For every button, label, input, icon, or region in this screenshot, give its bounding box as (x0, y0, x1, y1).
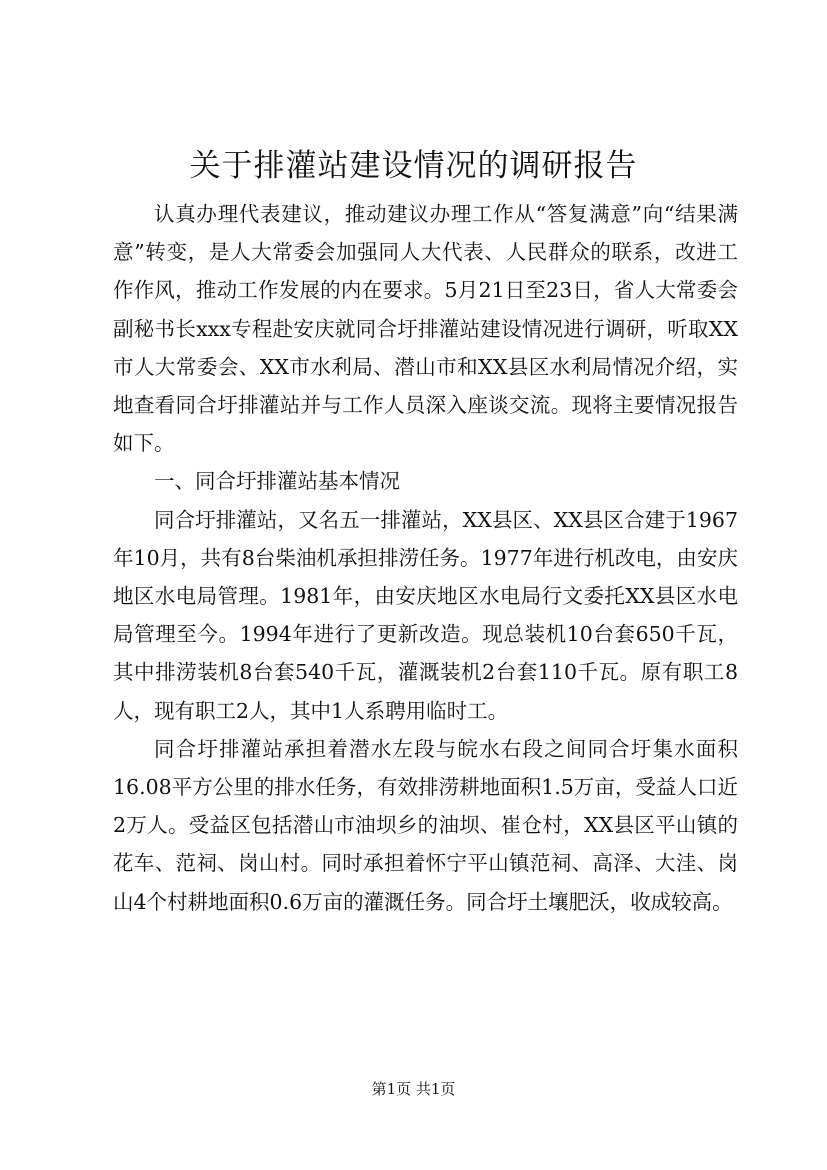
basic-info-paragraph: 同合圩排灌站，又名五一排灌站，XX县区、XX县区合建于1967年10月，共有8台柴油机承担排涝任务。1977年进行机改电，由安庆地区水电局管理。1981年，由安庆地区水电局行文委托XX县区水电局管理至今。1994年进行了更新改造。现总装机10台套650千瓦，其中排涝装机8台套540千瓦，灌溉装机2台套110千瓦。原有职工8人，现有职工2人，其中1人系聘用临时工。 (113, 507, 738, 723)
document-title: 关于排灌站建设情况的调研报告 (189, 148, 638, 184)
section-heading: 一、同合圩排灌站基本情况 (154, 469, 400, 494)
document-body (113, 195, 738, 921)
intro-paragraph: 认真办理代表建议，推动建议办理工作从“答复满意”向“结果满意”转变，是人大常委会加强同人大代表、人民群众的联系，改进工作作风，推动工作发展的内在要求。5月21日至23日，省人大常委会副秘书长xxx专程赴安庆就同合圩排灌站建设情况进行调研，听取XX市人大常委会、XX市水利局、潜山市和XX县区水利局情况介绍，实地查看同合圩排灌站并与工作人员深入座谈交流。现将主要情况报告如下。 (113, 202, 738, 456)
page-footer: 第1页 共1页 (371, 1080, 456, 1098)
service-area-paragraph: 同合圩排灌站承担着潜水左段与皖水右段之间同合圩集水面积16.08平方公里的排水任务，有效排涝耕地面积1.5万亩，受益人口近2万人。受益区包括潜山市油坝乡的油坝、崔仓村，XX县区平山镇的花车、范祠、岗山村。同时承担着怀宁平山镇范祠、高泽、大洼、岗山4个村耕地面积0.6万亩的灌溉任务。同合圩土壤肥沃，收成较高。 (113, 736, 738, 914)
